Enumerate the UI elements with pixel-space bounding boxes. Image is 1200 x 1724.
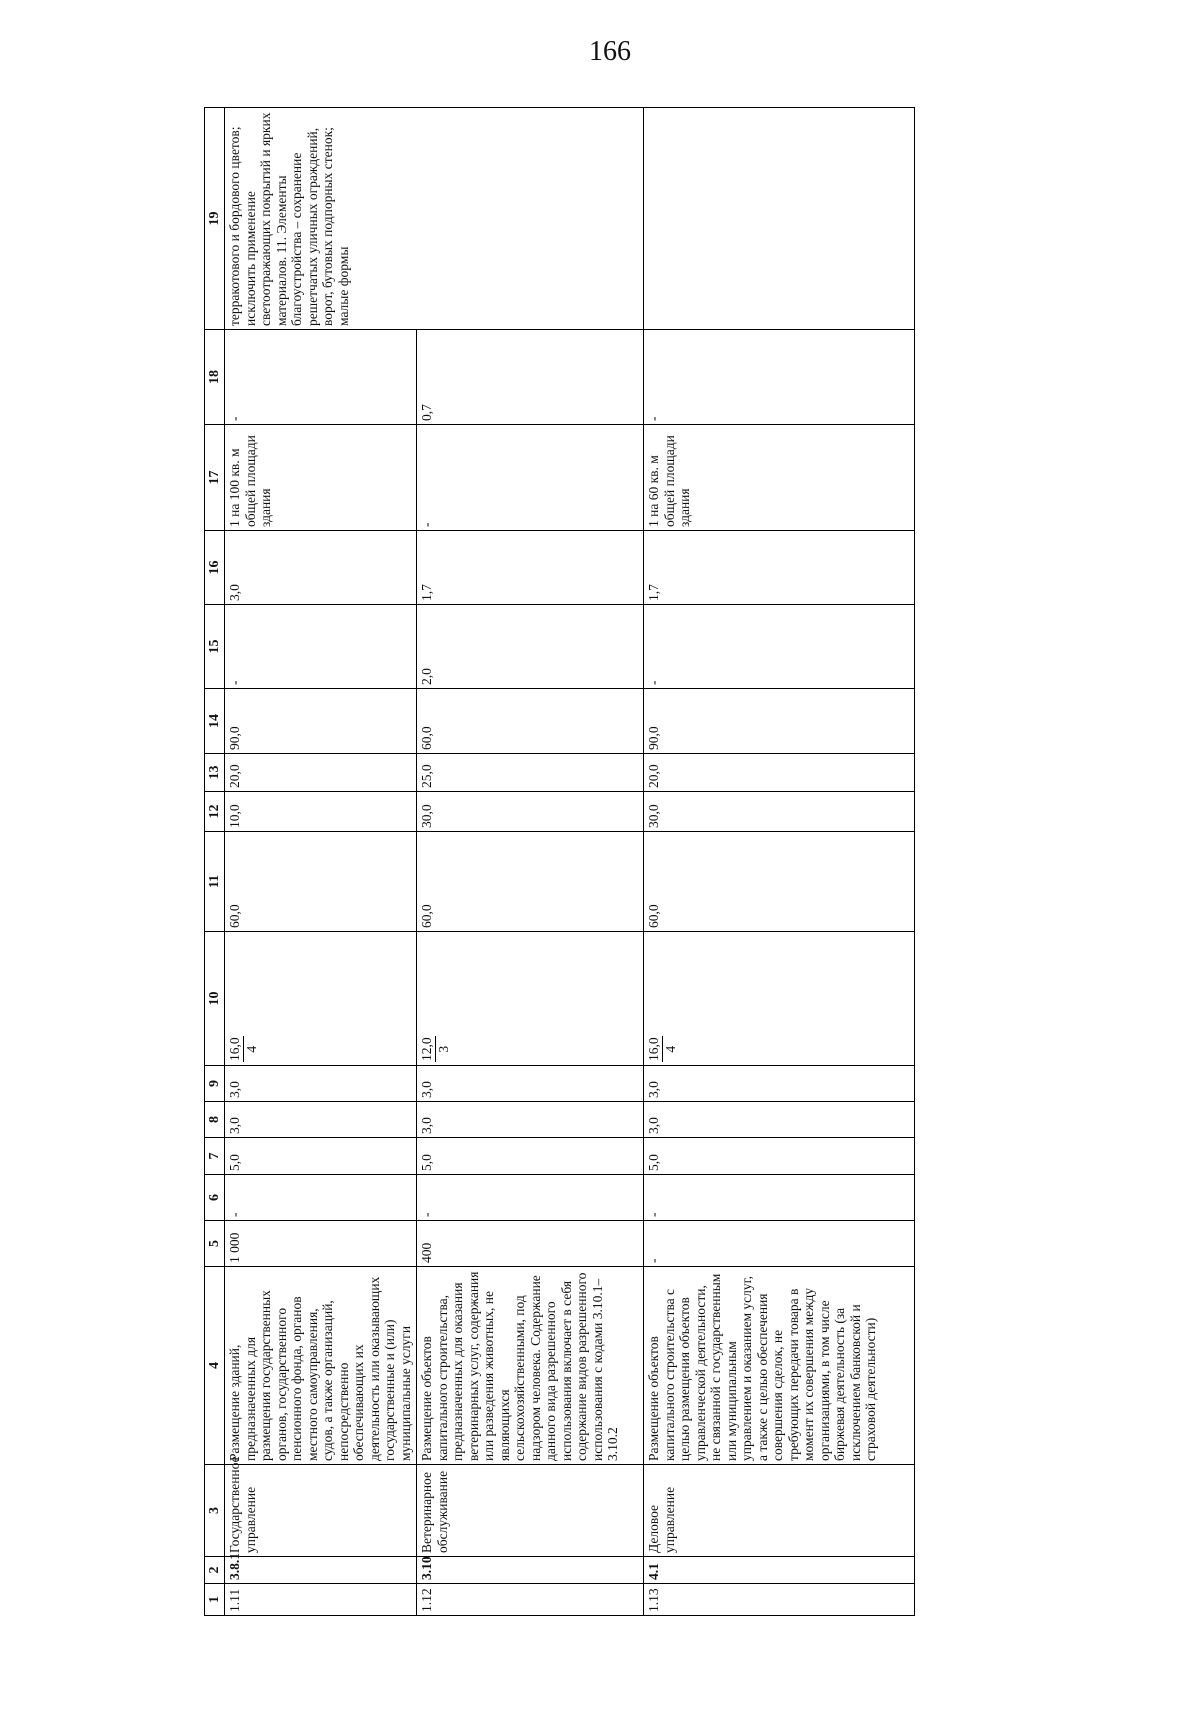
table-cell: 400 <box>417 1221 644 1267</box>
header-cell: 4 <box>205 1267 225 1465</box>
use-name-cell: Государственное управление <box>225 1465 417 1557</box>
fraction-numerator: 16,0 <box>646 1037 661 1061</box>
header-cell: 18 <box>205 330 225 425</box>
table-cell: 5,0 <box>644 1138 915 1175</box>
parking-cell: 1 на 100 кв. м общей площади здания <box>225 425 417 531</box>
table-cell: 3,0 <box>225 1102 417 1138</box>
table-cell: 90,0 <box>225 689 417 754</box>
table-cell: 5,0 <box>225 1138 417 1175</box>
table-cell: 25,0 <box>417 754 644 792</box>
table-cell: - <box>644 330 915 425</box>
header-cell: 7 <box>205 1138 225 1175</box>
table-cell: 1,7 <box>644 531 915 605</box>
use-name-cell: Деловое управление <box>644 1465 915 1557</box>
fraction-cell <box>225 932 417 1066</box>
header-row <box>205 108 225 1616</box>
table-cell: 90,0 <box>644 689 915 754</box>
code-cell: 3.10 <box>417 1557 644 1584</box>
code-cell: 4.1 <box>644 1557 915 1584</box>
header-cell: 13 <box>205 754 225 792</box>
table-cell: - <box>225 330 417 425</box>
empty-cell <box>644 108 915 330</box>
code-cell: 3.8.1 <box>225 1557 417 1584</box>
table-cell: - <box>225 1175 417 1221</box>
header-cell: 3 <box>205 1465 225 1557</box>
table-cell: 3,0 <box>644 1066 915 1102</box>
description-cell: Размещение объектов капитального строительства с целью размещения объектов управленческой деятельности, не связанной с государственным или муниципальным управлением и оказанием услуг, а также с целью обеспечения совершения сделок, не требующих передачи товара в момент их совершения между организациями, в том числе биржевая деятельность (за исключением банковской и страховой деятельности) <box>644 1267 915 1465</box>
table-cell: 30,0 <box>644 792 915 832</box>
table-cell: - <box>225 605 417 689</box>
fraction-numerator: 16,0 <box>227 1037 242 1061</box>
fraction-denominator: 4 <box>662 1045 678 1053</box>
table-cell: 3,0 <box>644 1102 915 1138</box>
table-cell: - <box>644 605 915 689</box>
table-cell: 3,0 <box>225 531 417 605</box>
description-cell: Размещение объектов капитального строительства, предназначенных для оказания ветеринарных услуг, содержания или разведения животных, не являющихся сельскохозяйственными, под надзором человека. Содержание данного вида разрешенного использования включает в себя содержание видов разрешенного использования с кодами 3.10.1–3.10.2 <box>417 1267 644 1465</box>
parking-cell: 1 на 60 кв. м общей площади здания <box>644 425 915 531</box>
regulations-table <box>204 107 915 1616</box>
fraction-denominator: 4 <box>243 1045 259 1053</box>
header-cell: 1 <box>205 1584 225 1616</box>
header-cell: 9 <box>205 1066 225 1102</box>
header-cell: 8 <box>205 1102 225 1138</box>
fraction-numerator: 12,0 <box>419 1037 434 1061</box>
table-cell: 60,0 <box>644 832 915 932</box>
row-number: 1.11 <box>225 1584 417 1616</box>
table-cell: - <box>644 1175 915 1221</box>
table-row <box>225 108 417 1616</box>
header-cell: 16 <box>205 531 225 605</box>
row-number: 1.12 <box>417 1584 644 1616</box>
header-cell: 10 <box>205 932 225 1066</box>
header-cell: 14 <box>205 689 225 754</box>
table-cell: 20,0 <box>644 754 915 792</box>
header-cell: 17 <box>205 425 225 531</box>
table-cell: 0,7 <box>417 330 644 425</box>
rotated-table-wrapper <box>204 108 914 1616</box>
fraction-cell <box>417 932 644 1066</box>
parking-cell: - <box>417 425 644 531</box>
table-cell: - <box>644 1221 915 1267</box>
table-cell: 3,0 <box>225 1066 417 1102</box>
header-cell: 2 <box>205 1557 225 1584</box>
table-cell: 1 000 <box>225 1221 417 1267</box>
table-row <box>644 108 915 1616</box>
header-cell: 19 <box>205 108 225 330</box>
fraction-cell <box>644 932 915 1066</box>
header-cell: 15 <box>205 605 225 689</box>
use-name-cell: Ветеринарное обслуживание <box>417 1465 644 1557</box>
table-cell: 30,0 <box>417 792 644 832</box>
header-cell: 12 <box>205 792 225 832</box>
description-cell: Размещение зданий, предназначенных для размещения государственных органов, государственного пенсионного фонда, органов местного самоуправления, судов, а также организаций, непосредственно обеспечивающих их деятельность или оказывающих государственные и (или) муниципальные услуги <box>225 1267 417 1465</box>
table-cell: 2,0 <box>417 605 644 689</box>
table-cell: 1,7 <box>417 531 644 605</box>
table-cell: 10,0 <box>225 792 417 832</box>
header-cell: 5 <box>205 1221 225 1267</box>
table-cell: 60,0 <box>417 832 644 932</box>
table-cell: 60,0 <box>417 689 644 754</box>
row-number: 1.13 <box>644 1584 915 1616</box>
table-cell: 5,0 <box>417 1138 644 1175</box>
requirements-cell: терракотового и бордового цветов; исключить применение светоотражающих покрытий и ярких материалов. 11. Элементы благоустройства – сохранение решетчатых уличных ограждений, ворот, бутовых подпорных стенок; малые формы <box>225 108 644 330</box>
table-cell: 3,0 <box>417 1066 644 1102</box>
header-cell: 6 <box>205 1175 225 1221</box>
table-cell: 3,0 <box>417 1102 644 1138</box>
table-row <box>417 108 644 1616</box>
table-cell: - <box>417 1175 644 1221</box>
table-cell: 20,0 <box>225 754 417 792</box>
table-cell: 60,0 <box>225 832 417 932</box>
page-number: 166 <box>589 36 631 67</box>
header-cell: 11 <box>205 832 225 932</box>
fraction-denominator: 3 <box>435 1045 451 1053</box>
